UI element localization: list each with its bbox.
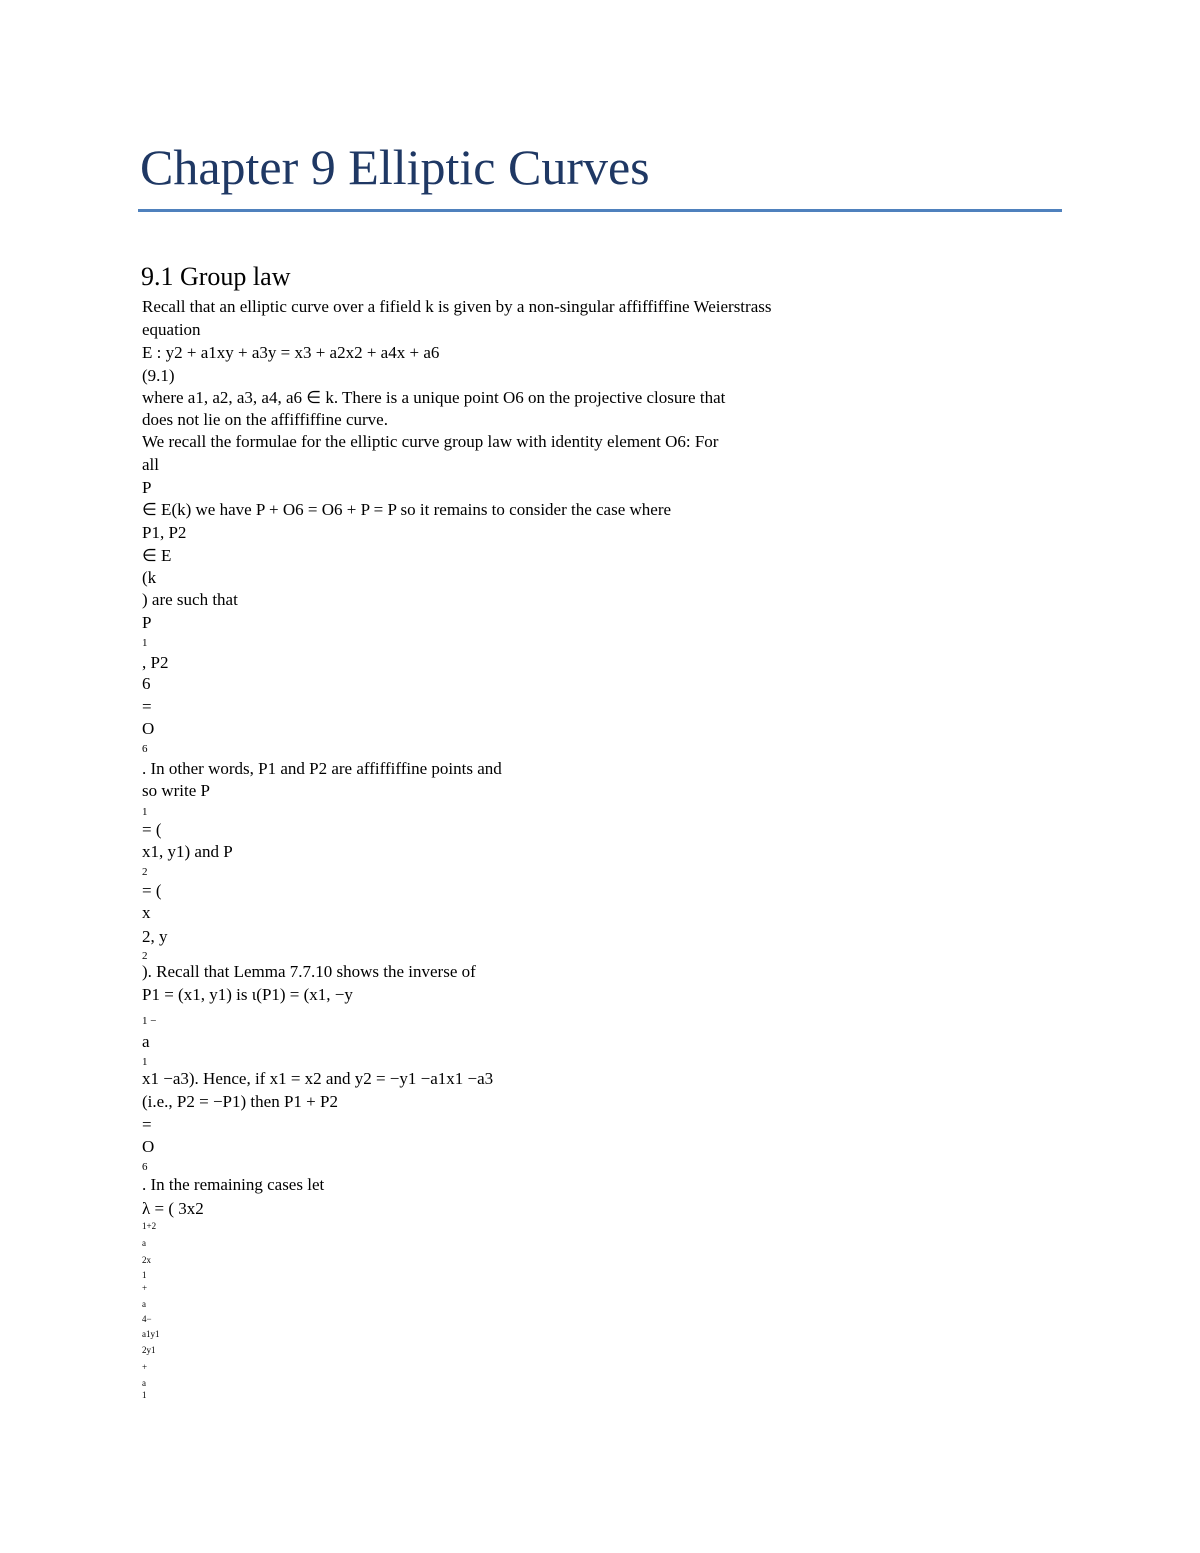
body-line: ) are such that [142, 590, 238, 609]
body-line: . In the remaining cases let [142, 1175, 325, 1194]
body-line: 2, y [142, 927, 168, 946]
body-line: 2 [142, 866, 148, 878]
body-line: . In other words, P1 and P2 are affiffiffine points and [142, 759, 502, 778]
body-line: a1y1 [142, 1329, 160, 1339]
body-line: 1 [142, 1270, 147, 1280]
body-line: P1 = (x1, y1) is ι(P1) = (x1, −y [142, 985, 353, 1004]
body-line: 1 [142, 1056, 148, 1068]
body-line: P [142, 478, 152, 497]
body-line: all [142, 455, 159, 474]
body-line: 1 [142, 806, 148, 818]
body-line: ∈ E [142, 546, 172, 565]
body-line: 6 [142, 743, 148, 755]
body-line: a [142, 1032, 150, 1051]
body-line: (i.e., P2 = −P1) then P1 + P2 [142, 1092, 338, 1111]
body-line: λ = ( 3x2 [142, 1199, 204, 1218]
chapter-title: Chapter 9 Elliptic Curves [140, 139, 650, 195]
body-line: x [142, 903, 151, 922]
body-line: 6 [142, 1161, 148, 1173]
body-line: 2y1 [142, 1345, 156, 1355]
body-line: , P2 [142, 653, 169, 672]
body-line: equation [142, 320, 201, 339]
body-line: does not lie on the affiffiffine curve. [142, 410, 388, 429]
body-line: We recall the formulae for the elliptic curve group law with identity element O6: For [142, 432, 719, 451]
body-line: where a1, a2, a3, a4, a6 ∈ k. There is a unique point O6 on the projective closure that [142, 388, 726, 407]
body-line: = ( [142, 820, 162, 839]
body-line: 1 − [142, 1015, 157, 1027]
body-line: + [142, 1283, 148, 1293]
section-heading: 9.1 Group law [141, 262, 291, 291]
body-line: a [142, 1378, 146, 1388]
body-line: ). Recall that Lemma 7.7.10 shows the inverse of [142, 962, 476, 981]
body-line: E : y2 + a1xy + a3y = x3 + a2x2 + a4x + a6 [142, 343, 440, 362]
title-rule [138, 209, 1062, 212]
body-line: 2x [142, 1255, 151, 1265]
body-line: O [142, 719, 155, 738]
body-line: = [142, 1115, 152, 1134]
body-line: ∈ E(k) we have P + O6 = O6 + P = P so it remains to consider the case where [142, 500, 672, 519]
body-line: a [142, 1238, 146, 1248]
body-line: + [142, 1362, 148, 1372]
body-line: 1 [142, 1390, 147, 1400]
body-line: 4− [142, 1314, 152, 1324]
body-line: 6 [142, 674, 151, 693]
body-line: P1, P2 [142, 523, 187, 542]
body-line: O [142, 1137, 155, 1156]
body-line: = ( [142, 881, 162, 900]
body-line: x1 −a3). Hence, if x1 = x2 and y2 = −y1 −a1x1 −a3 [142, 1069, 494, 1088]
body-line: (k [142, 568, 157, 587]
body-line: 1 [142, 637, 148, 649]
body-line: = [142, 697, 152, 716]
body-line: x1, y1) and P [142, 842, 233, 861]
body-line: 1+2 [142, 1221, 157, 1231]
body-line: (9.1) [142, 366, 175, 385]
body-line: Recall that an elliptic curve over a fifield k is given by a non-singular affiffiffine Weierstrass [142, 297, 772, 316]
body-line: 2 [142, 950, 148, 962]
body-line: a [142, 1299, 146, 1309]
body-line: P [142, 613, 152, 632]
body-line: so write P [142, 781, 210, 800]
